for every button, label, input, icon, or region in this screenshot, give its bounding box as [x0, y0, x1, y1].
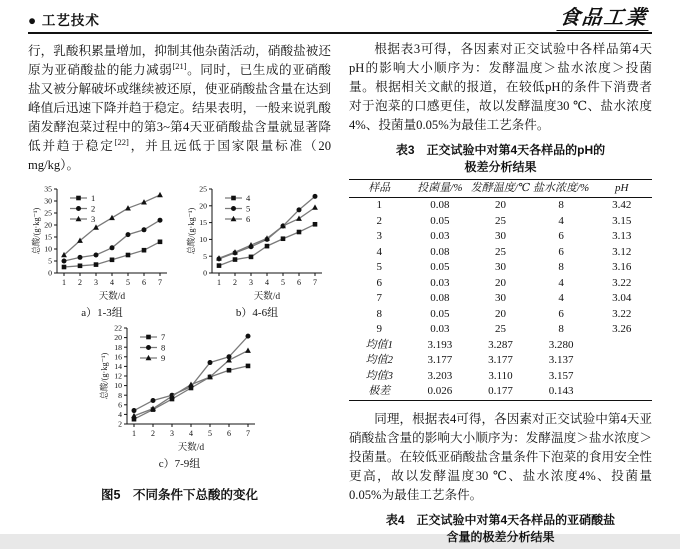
svg-text:总酸/(g·kg⁻¹): 总酸/(g·kg⁻¹): [187, 207, 196, 255]
svg-text:2: 2: [91, 203, 96, 214]
table-row: [349, 369, 652, 385]
table-cell: 3.26: [612, 323, 632, 335]
svg-text:5: 5: [126, 278, 130, 287]
svg-text:5: 5: [48, 256, 52, 266]
table-cell: 2: [376, 214, 383, 227]
citation-superscript: [21]: [172, 60, 187, 71]
line-chart-c: [96, 324, 264, 457]
chart-caption-a: a）1-3组: [81, 307, 123, 319]
table-cell: 3.15: [612, 214, 632, 227]
table-cell: 3.203: [427, 369, 453, 382]
section-label: ● 工艺技术: [28, 13, 100, 28]
svg-text:5: 5: [203, 251, 207, 261]
table-cell: 8: [558, 323, 564, 335]
svg-text:35: 35: [44, 184, 52, 194]
table-cell: [591, 353, 652, 369]
table-cell: 0.05: [430, 214, 450, 227]
right-column: [349, 40, 652, 549]
table-cell: 3.22: [612, 276, 632, 289]
svg-text:8: 8: [117, 390, 122, 400]
table-cell: 0.03: [430, 230, 450, 242]
table-cell: 6: [558, 245, 564, 258]
table-cell: 9: [376, 323, 383, 335]
paragraph-nitrite-analysis: 同理，根据表4可得，各因素对正交试验中第4天亚硝酸盐含量的影响大小顺序为：发酵温度＞盐水浓度＞投菌量。在较低亚硝酸盐含量条件下泡菜的食用安全性更高，故以发酵温度30 ℃、盐水浓度4%、投菌量0.05%为最佳工艺条件。: [349, 411, 652, 502]
svg-text:10: 10: [113, 381, 122, 391]
table-cell: 8: [558, 261, 564, 273]
table-cell: 3.177: [488, 354, 513, 366]
table-cell: 3.110: [488, 369, 513, 382]
svg-text:3: 3: [94, 278, 98, 287]
svg-text:3: 3: [249, 278, 253, 287]
table-cell: 4: [558, 214, 564, 227]
journal-logo: 食品工業: [556, 1, 651, 31]
table-row: [349, 322, 652, 338]
svg-text:15: 15: [44, 232, 52, 242]
table-cell: 0.05: [430, 261, 450, 273]
table-row: [349, 198, 652, 214]
line-chart-svg: [28, 185, 176, 301]
table-row: [349, 229, 652, 245]
table-cell: 4: [558, 276, 564, 289]
table3-caption-line2: 极差分析结果: [464, 160, 537, 174]
table-cell: 3.177: [427, 354, 453, 366]
table-cell: 6: [376, 276, 383, 289]
page-header: [28, 4, 652, 34]
table-header-cell: 样品: [349, 180, 410, 198]
table-header-cell: 盐水浓度/%: [531, 180, 592, 198]
table-cell: 0.05: [430, 307, 450, 320]
svg-text:22: 22: [113, 323, 122, 333]
table-cell: 4: [376, 245, 383, 258]
table-cell: 均值1: [365, 338, 394, 351]
table-cell: 3.12: [612, 245, 632, 258]
table-cell: 30: [494, 292, 506, 304]
table-cell: 5: [376, 261, 383, 273]
svg-text:18: 18: [113, 342, 122, 352]
line-chart-svg: [183, 185, 331, 301]
table-cell: 20: [494, 307, 506, 320]
svg-text:4: 4: [117, 410, 122, 419]
svg-text:1: 1: [131, 429, 136, 438]
svg-text:4: 4: [110, 278, 114, 287]
table-header-cell: 发酵温度/℃: [470, 180, 531, 198]
svg-text:2: 2: [78, 278, 82, 287]
table-row: [349, 353, 652, 369]
charts-row-bottom: [28, 324, 331, 471]
svg-text:5: 5: [207, 429, 212, 438]
table3-caption: [349, 142, 652, 176]
table-cell: 3.13: [612, 230, 632, 242]
citation-superscript: [22]: [114, 136, 129, 147]
table-cell: 30: [494, 230, 506, 242]
table-cell: 1: [376, 199, 383, 211]
svg-text:天数/d: 天数/d: [98, 292, 126, 302]
table-cell: 6: [558, 230, 564, 242]
table-cell: 20: [494, 276, 506, 289]
table4-caption: [349, 512, 652, 546]
table3-range-analysis: [349, 179, 652, 401]
table-cell: 3.157: [548, 369, 574, 382]
paragraph-ph-analysis: 根据表3可得，各因素对正交试验中各样品第4天pH的影响大小顺序为：发酵温度＞盐水浓度＞投菌量。根据相关文献的报道，在较低pH的条件下消费者对于泡菜的口感更佳，故以发酵温度30 ℃、盐水浓度4%、投菌量0.05%为最佳工艺条件。: [349, 42, 652, 132]
line-chart-a: [28, 185, 176, 306]
table-cell: 3.22: [612, 307, 632, 320]
chart-groups-1-3: [28, 185, 176, 320]
table-cell: 3.193: [427, 338, 453, 351]
table-cell: 0.08: [430, 292, 450, 304]
svg-text:1: 1: [217, 278, 221, 287]
svg-text:3: 3: [91, 214, 96, 224]
chart-caption-b: b）4-6组: [235, 307, 279, 319]
table-row: [349, 276, 652, 292]
table-cell: 7: [376, 292, 383, 304]
svg-text:2: 2: [233, 278, 237, 287]
table-cell: 极差: [368, 385, 391, 397]
table-cell: 8: [558, 199, 564, 211]
svg-text:总酸/(g·kg⁻¹): 总酸/(g·kg⁻¹): [32, 207, 41, 255]
svg-text:5: 5: [246, 203, 251, 214]
svg-text:30: 30: [44, 196, 52, 206]
line-chart-b: [183, 185, 331, 306]
table-cell: 3.280: [548, 338, 574, 351]
table-cell: 3.137: [548, 354, 574, 366]
table-cell: 0.08: [430, 199, 450, 211]
svg-text:4: 4: [188, 429, 193, 438]
table-cell: 0.03: [430, 276, 450, 289]
table-header-row: [349, 180, 652, 198]
svg-text:8: 8: [160, 342, 165, 353]
table-cell: [591, 338, 652, 354]
svg-text:20: 20: [113, 333, 122, 343]
svg-text:15: 15: [199, 218, 207, 228]
table-cell: 0.026: [427, 385, 453, 397]
svg-text:1: 1: [62, 278, 66, 287]
table-header-cell: pH: [591, 180, 652, 198]
svg-text:2: 2: [117, 419, 122, 429]
svg-text:6: 6: [246, 214, 251, 224]
table-row: [349, 338, 652, 354]
svg-text:10: 10: [199, 235, 207, 244]
line-chart-svg: [96, 324, 264, 452]
chart-groups-4-6: [183, 185, 331, 320]
table4-caption-line2: 含量的极差分析结果: [446, 529, 555, 544]
table-cell: 25: [494, 323, 506, 335]
svg-text:7: 7: [245, 429, 250, 438]
table-cell: 0.08: [430, 245, 450, 258]
table-cell: 3.42: [612, 199, 632, 211]
table4-caption-line1: 表4 正交试验中对第4天各样品的亚硝酸盐: [385, 512, 616, 527]
table-cell: 均值3: [365, 369, 394, 382]
svg-text:25: 25: [44, 208, 52, 218]
svg-text:6: 6: [117, 400, 122, 410]
svg-text:20: 20: [199, 201, 207, 211]
table-row: [349, 245, 652, 261]
table-cell: 3.287: [488, 338, 513, 351]
svg-text:2: 2: [150, 429, 155, 438]
text-run: 。同时，已生成的亚硝酸盐又被分解破坏或继续被还原，使亚硝酸盐含量在达到峰值后迅速下降并趋于稳定。结果表明，一般来说乳酸菌发酵泡菜过程中的第3~第4天亚硝酸盐含量就显著降低并趋于稳定: [28, 63, 332, 153]
table-cell: [591, 369, 652, 385]
table-cell: 6: [558, 307, 564, 320]
table-cell: 3.04: [612, 292, 632, 304]
svg-text:7: 7: [160, 332, 165, 342]
table-cell: 0.03: [430, 323, 450, 335]
table-row: [349, 291, 652, 307]
figure5-caption: 图5 不同条件下总酸的变化: [101, 488, 258, 502]
svg-text:16: 16: [113, 352, 122, 362]
table-cell: 25: [494, 214, 506, 227]
svg-text:4: 4: [265, 278, 269, 287]
svg-text:5: 5: [281, 278, 285, 287]
table-cell: 4: [558, 292, 564, 304]
table-row: [349, 384, 652, 400]
table-cell: 30: [494, 261, 506, 273]
table-row: [349, 307, 652, 323]
svg-text:7: 7: [158, 278, 162, 287]
table-cell: 20: [494, 199, 506, 211]
svg-text:25: 25: [199, 184, 207, 194]
table-cell: 8: [376, 307, 383, 320]
table-cell: 均值2: [365, 354, 394, 366]
table3-caption-line1: 表3 正交试验中对第4天各样品的pH的: [395, 143, 606, 157]
table-cell: [591, 384, 652, 400]
svg-text:10: 10: [44, 244, 52, 254]
table-cell: 25: [494, 245, 506, 258]
svg-text:12: 12: [113, 371, 122, 381]
svg-text:天数/d: 天数/d: [177, 443, 204, 453]
paragraph-nitrite-discussion: [28, 42, 331, 175]
chart-caption-c: c）7-9组: [158, 458, 201, 470]
text-run: ，并且远低于国家限量标准（20 mg/kg）。: [28, 139, 332, 172]
svg-text:14: 14: [113, 362, 122, 371]
chart-groups-7-9: [96, 324, 264, 471]
table-header-cell: 投菌量/%: [410, 180, 471, 198]
text-run: 行，乳酸积累量增加，抑制其他杂菌活动，硝酸盐被还原为亚硝酸盐的能力减弱: [28, 44, 331, 77]
svg-text:3: 3: [169, 429, 174, 438]
table-row: [349, 214, 652, 230]
svg-text:20: 20: [44, 220, 52, 230]
charts-row-top: [28, 185, 331, 320]
svg-text:7: 7: [313, 278, 317, 287]
svg-text:0: 0: [48, 268, 52, 278]
table-cell: 3.16: [612, 261, 632, 273]
svg-text:天数/d: 天数/d: [253, 292, 281, 302]
svg-text:总酸/(g·kg⁻¹): 总酸/(g·kg⁻¹): [99, 352, 109, 400]
svg-text:1: 1: [91, 193, 96, 203]
table-cell: 0.177: [488, 385, 513, 397]
table-row: [349, 260, 652, 276]
svg-text:6: 6: [142, 278, 146, 287]
left-column: [28, 42, 331, 503]
svg-text:6: 6: [226, 429, 231, 438]
svg-text:0: 0: [203, 268, 207, 278]
svg-text:6: 6: [297, 278, 301, 287]
svg-text:4: 4: [246, 193, 251, 203]
table-cell: 0.143: [548, 385, 574, 397]
svg-text:9: 9: [160, 353, 165, 363]
table-cell: 3: [376, 230, 383, 242]
